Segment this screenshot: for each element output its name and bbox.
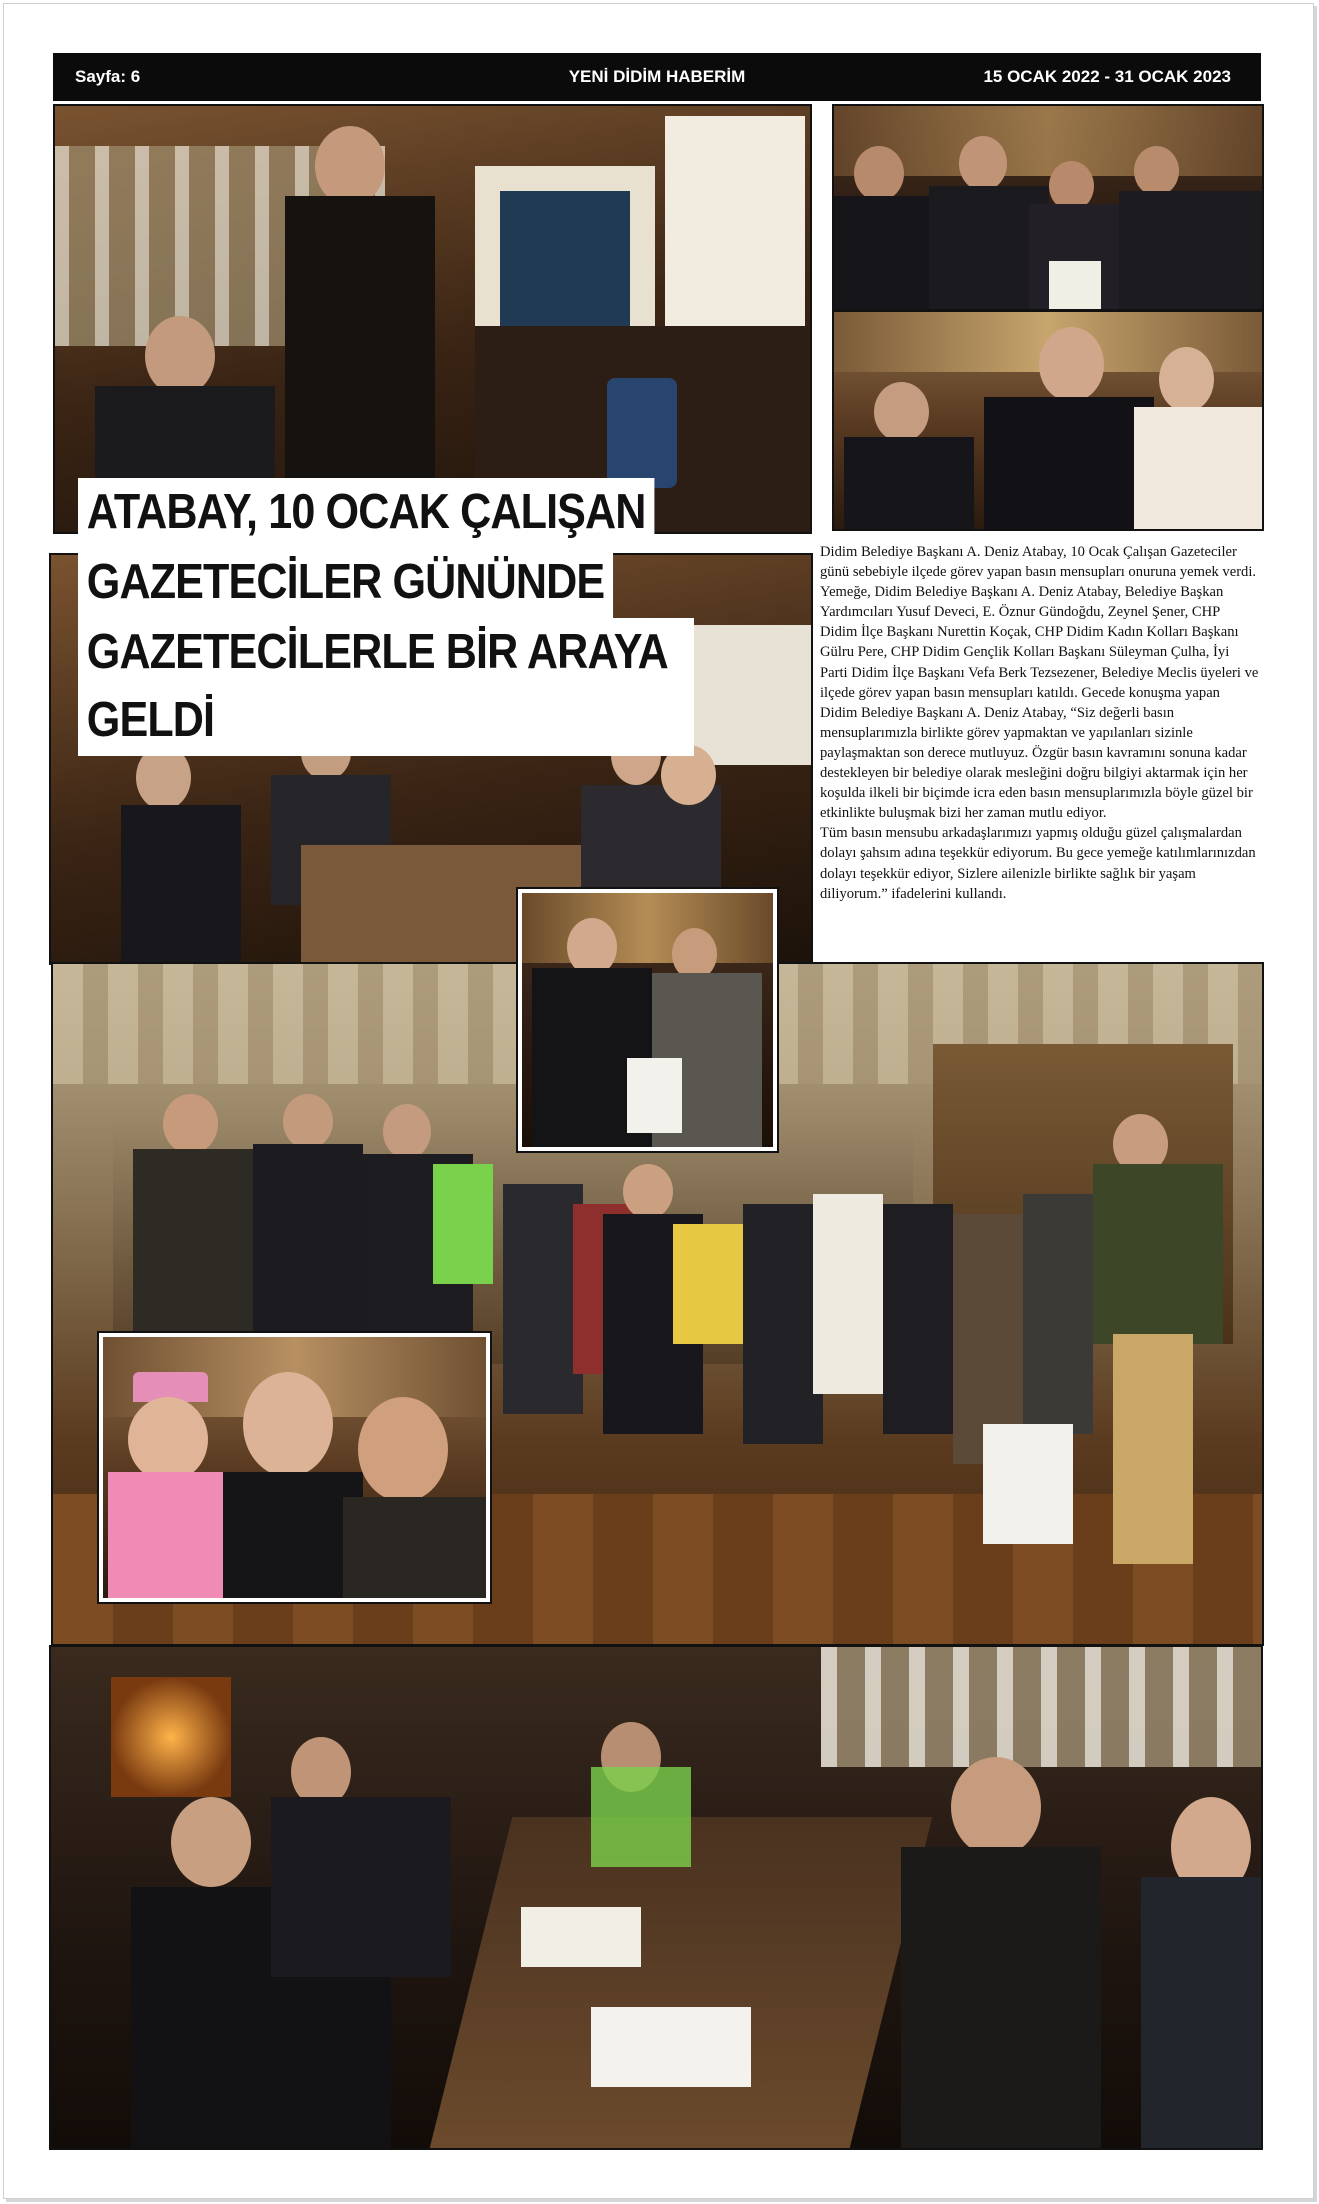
newspaper-name: YENİ DİDİM HABERİM [568, 67, 746, 86]
page-number: Sayfa: 6 [75, 67, 141, 86]
issue-date-range: 15 OCAK 2022 - 31 OCAK 2023 [983, 67, 1231, 86]
article-paragraph-2: Tüm basın mensubu arkadaşlarımızı yapmış olduğu güzel çalışmalardan dolayı şahsım adına teşekkür ediyorum. Bu gece yemeğe katılımlarınızdan dolayı teşekkür ediyor, Sizlere ailenizle birlikte sağlık bir yaşam diliyorum.” ifadelerini kullandı. [820, 825, 1256, 902]
headline-line-3: GAZETECİLERLE BİR ARAYA GELDİ [78, 618, 694, 756]
article-headline [78, 478, 694, 756]
article-paragraph-1: Didim Belediye Başkanı A. Deniz Atabay, 10 Ocak Çalışan Gazeteciler günü sebebiyle ilçede görev yapan basın mensupları onuruna yemek verdi. Yemeğe, Didim Belediye Başkanı A. Deniz Atabay, Belediye Başkan Yardımcıları Yusuf Deveci, E. Öznur Gündoğdu, Zeynel Şener, CHP Didim İlçe Başkanı Nurettin Koçak, CHP Didim Kadın Kolları Başkanı Gülru Pere, CHP Didim Gençlik Kolları Başkanı Süleyman Çulha, İyi Parti Didim İlçe Başkanı Vefa Berk Tezsezener, Belediye Meclis üyeleri ve ilçede görev yapan basın mensupları katıldı. Gecede konuşma yapan Didim Belediye Başkanı A. Deniz Atabay, “Siz değerli basın mensuplarımızla birlikte görev yapmaktan ve yapılanları sizinle paylaşmaktan son derece mutluyuz. Özgür basın kavramını sonuna kadar destekleyen bir belediye olarak mesleğini doğru bilgiyi aktarmak için her koşulda ilkeli bir biçimde icra eden basın mensuplarımızla böyle güzel bir etkinlikte buluşmak bizi her zaman mutlu ediyor. [820, 544, 1259, 822]
photo-inset-gift-exchange [518, 889, 777, 1151]
photo-inset-child-mayor [99, 1333, 490, 1602]
headline-line-1: ATABAY, 10 OCAK ÇALIŞAN [78, 478, 654, 548]
headline-line-2: GAZETECİLER GÜNÜNDE [78, 548, 613, 618]
photo-gift-presentation-group [832, 104, 1264, 311]
photo-mayor-with-guests [832, 310, 1264, 531]
article-body [820, 542, 1260, 904]
photo-mayor-speaking [53, 104, 812, 534]
photo-long-dinner-table [49, 1645, 1263, 2150]
page-header-bar [53, 53, 1261, 101]
